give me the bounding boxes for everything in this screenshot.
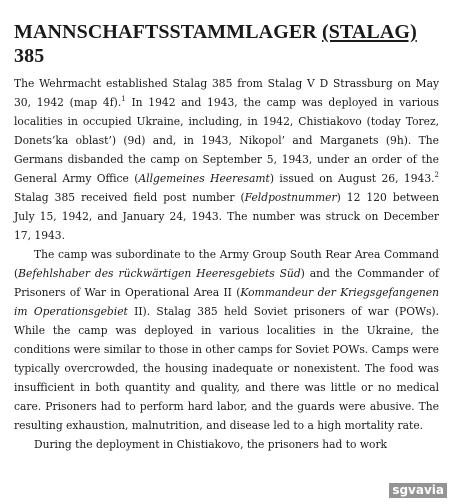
footnote-ref: 2 (434, 171, 439, 179)
heading-stalag-underlined: (STALAG) (321, 21, 417, 43)
text-run: In 1942 and 1943, the camp was deployed in various localities in occupied Ukraine, including, in 1942, Chistiakovo (today Torez, Donets’ka oblast’) (9d) and, in 1943, Nikopol’ and Marganets (9h). The Germans disbanded the camp on September 5, 1943, under an order of the General Army Office ( (14, 96, 439, 185)
text-run: The Wehrmacht established Stalag 385 from Stalag V D Strassburg on May 30, 1942 (map 4f). (14, 77, 439, 109)
document-heading (14, 20, 439, 68)
heading-camp-number: 385 (14, 45, 45, 67)
footnote-ref: 1 (121, 95, 126, 103)
italic-term: Kommandeur der Kriegsgefangenen im Operationsgebiet (14, 286, 439, 318)
italic-term: Befehlshaber des rückwärtigen Heeresgebiets Süd (18, 267, 301, 280)
document-body (14, 74, 439, 454)
paragraph (14, 245, 439, 435)
italic-term: Feldpostnummer (244, 191, 337, 204)
text-run: During the deployment in Chistiakovo, the prisoners had to work (34, 438, 388, 451)
text-run: ) 12 120 between July 15, 1942, and January 24, 1943. The number was struck on December 17, 1943. (14, 191, 439, 242)
text-run: ) issued on August 26, 1943. (269, 172, 435, 185)
text-run: Stalag 385 received field post number ( (14, 191, 245, 204)
paragraph (14, 435, 439, 454)
paragraph (14, 74, 439, 245)
text-run: The camp was subordinate to the Army Group South Rear Area Command ( (14, 248, 439, 280)
text-run: ) and the Commander of Prisoners of War in Operational Area II ( (14, 267, 439, 299)
italic-term: Allgemeines Heeresamt (138, 172, 270, 185)
document-page (14, 20, 439, 454)
heading-main: MANNSCHAFTSSTAMMLAGER (14, 21, 322, 43)
watermark: sgvavia (389, 483, 447, 498)
text-run: II). Stalag 385 held Soviet prisoners of war (POWs). While the camp was deployed in various localities in the Ukraine, the conditions were similar to those in other camps for Soviet POWs. Camps were typically overcrowded, the housing inadequate or nonexistent. The food was insufficient in both quantity and quality, and there was little or no medical care. Prisoners had to perform hard labor, and the guards were abusive. The resulting exhaustion, malnutrition, and disease led to a high mortality rate. (14, 305, 439, 432)
